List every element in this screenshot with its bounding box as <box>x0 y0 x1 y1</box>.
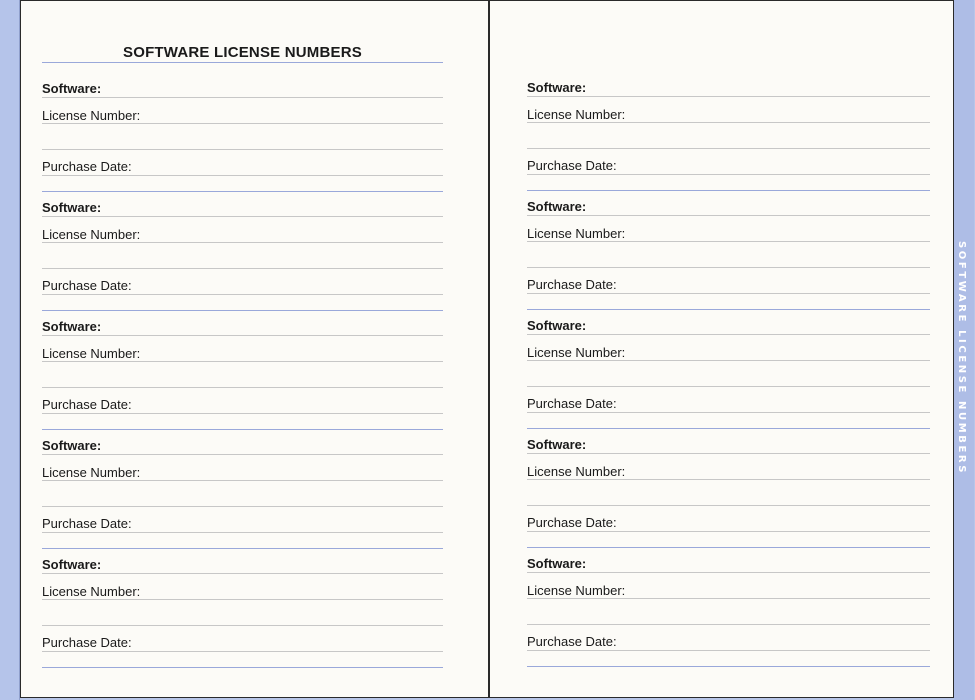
left-entry-4-software-line[interactable] <box>42 454 443 455</box>
left-entry-5-purchase-date-label: Purchase Date: <box>42 635 132 650</box>
left-entry-2-license-line-2[interactable] <box>42 268 443 269</box>
right-entry-4-software-line[interactable] <box>527 453 930 454</box>
right-entry-4-license-line-2[interactable] <box>527 505 930 506</box>
left-entry-1-software-label: Software: <box>42 81 102 96</box>
left-entry-1-software-line[interactable] <box>42 97 443 98</box>
right-entry-5-license-label: License Number: <box>527 583 626 598</box>
right-entry-2-purchase-date-label: Purchase Date: <box>527 277 617 292</box>
right-entry-5-license-line-2[interactable] <box>527 624 930 625</box>
left-entry-4-license-label: License Number: <box>42 465 141 480</box>
left-entry-1-license-label: License Number: <box>42 108 141 123</box>
left-entry-1-purchase-date-label: Purchase Date: <box>42 159 132 174</box>
right-entry-1-software-label: Software: <box>527 80 587 95</box>
right-entry-3-purchase-date-label: Purchase Date: <box>527 396 617 411</box>
left-entry-3-purchase-date-label: Purchase Date: <box>42 397 132 412</box>
right-entry-2-license-label: License Number: <box>527 226 626 241</box>
page-title: SOFTWARE LICENSE NUMBERS <box>123 44 362 61</box>
book-edge-left <box>0 0 20 700</box>
right-entry-5-license-line[interactable] <box>527 598 930 599</box>
left-entry-3-divider[interactable] <box>42 429 443 430</box>
right-entry-1-software-line[interactable] <box>527 96 930 97</box>
left-entry-5-license-label: License Number: <box>42 584 141 599</box>
right-entry-2-divider[interactable] <box>527 309 930 310</box>
right-entry-5-divider[interactable] <box>527 666 930 667</box>
left-entry-2-purchase-date-line[interactable] <box>42 294 443 295</box>
right-entry-1-divider[interactable] <box>527 190 930 191</box>
right-entry-1-purchase-date-line[interactable] <box>527 174 930 175</box>
right-entry-2-software-line[interactable] <box>527 215 930 216</box>
right-entry-3-license-line[interactable] <box>527 360 930 361</box>
left-entry-4-purchase-date-label: Purchase Date: <box>42 516 132 531</box>
right-entry-4-purchase-date-line[interactable] <box>527 531 930 532</box>
section-tab-label: SOFTWARE LICENSE NUMBERS <box>956 241 967 476</box>
right-entry-4-purchase-date-label: Purchase Date: <box>527 515 617 530</box>
right-entry-5-purchase-date-label: Purchase Date: <box>527 634 617 649</box>
left-entry-5-divider[interactable] <box>42 667 443 668</box>
right-entry-3-software-line[interactable] <box>527 334 930 335</box>
right-entry-4-license-label: License Number: <box>527 464 626 479</box>
left-entry-3-license-line[interactable] <box>42 361 443 362</box>
left-entry-1-purchase-date-line[interactable] <box>42 175 443 176</box>
left-entry-4-license-line[interactable] <box>42 480 443 481</box>
left-entry-5-license-line-2[interactable] <box>42 625 443 626</box>
left-entry-4-purchase-date-line[interactable] <box>42 532 443 533</box>
left-entry-3-license-line-2[interactable] <box>42 387 443 388</box>
right-entry-5-purchase-date-line[interactable] <box>527 650 930 651</box>
left-entry-4-license-line-2[interactable] <box>42 506 443 507</box>
right-entry-3-purchase-date-line[interactable] <box>527 412 930 413</box>
right-entry-4-divider[interactable] <box>527 547 930 548</box>
right-entry-1-license-line-2[interactable] <box>527 148 930 149</box>
left-entry-3-license-label: License Number: <box>42 346 141 361</box>
right-entry-2-software-label: Software: <box>527 199 587 214</box>
left-entry-5-software-line[interactable] <box>42 573 443 574</box>
left-entry-1-license-line[interactable] <box>42 123 443 124</box>
right-entry-3-divider[interactable] <box>527 428 930 429</box>
right-entry-1-purchase-date-label: Purchase Date: <box>527 158 617 173</box>
left-entry-4-divider[interactable] <box>42 548 443 549</box>
left-entry-2-software-label: Software: <box>42 200 102 215</box>
left-entry-1-license-line-2[interactable] <box>42 149 443 150</box>
left-entry-2-license-line[interactable] <box>42 242 443 243</box>
left-entry-2-divider[interactable] <box>42 310 443 311</box>
right-entry-2-license-line[interactable] <box>527 241 930 242</box>
right-entry-1-license-line[interactable] <box>527 122 930 123</box>
left-entry-1-divider[interactable] <box>42 191 443 192</box>
left-entry-5-license-line[interactable] <box>42 599 443 600</box>
left-entry-3-purchase-date-line[interactable] <box>42 413 443 414</box>
left-entry-2-purchase-date-label: Purchase Date: <box>42 278 132 293</box>
left-entry-4-software-label: Software: <box>42 438 102 453</box>
left-entry-2-software-line[interactable] <box>42 216 443 217</box>
left-entry-2-license-label: License Number: <box>42 227 141 242</box>
right-entry-2-purchase-date-line[interactable] <box>527 293 930 294</box>
right-entry-2-license-line-2[interactable] <box>527 267 930 268</box>
right-entry-5-software-label: Software: <box>527 556 587 571</box>
right-entry-3-license-label: License Number: <box>527 345 626 360</box>
left-entry-5-purchase-date-line[interactable] <box>42 651 443 652</box>
left-entry-5-software-label: Software: <box>42 557 102 572</box>
right-entry-5-software-line[interactable] <box>527 572 930 573</box>
title-rule <box>42 62 443 63</box>
right-entry-4-license-line[interactable] <box>527 479 930 480</box>
right-entry-4-software-label: Software: <box>527 437 587 452</box>
left-entry-3-software-line[interactable] <box>42 335 443 336</box>
right-entry-3-software-label: Software: <box>527 318 587 333</box>
right-entry-3-license-line-2[interactable] <box>527 386 930 387</box>
left-entry-3-software-label: Software: <box>42 319 102 334</box>
right-entry-1-license-label: License Number: <box>527 107 626 122</box>
